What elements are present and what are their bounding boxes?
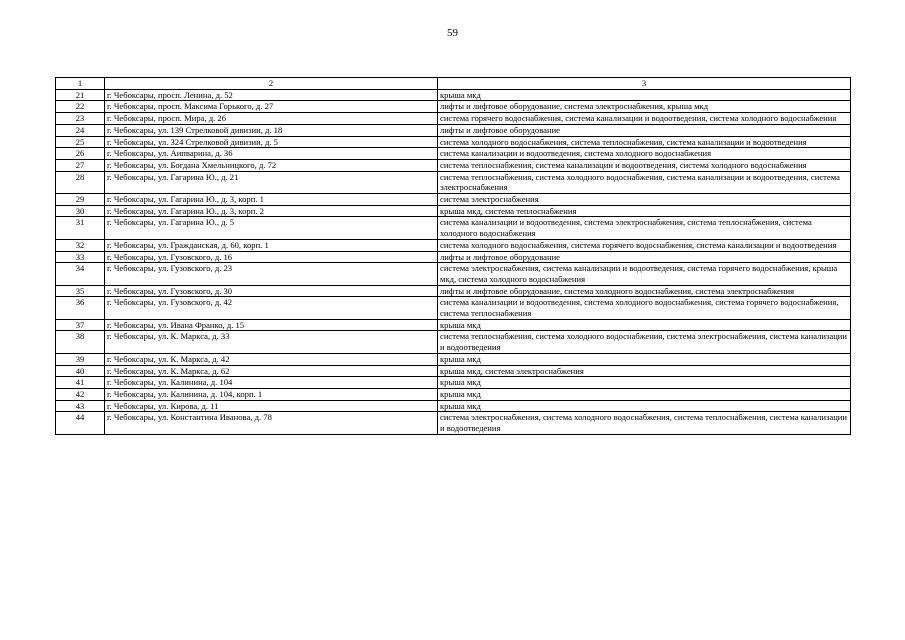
row-address: г. Чебоксары, ул. Калинина, д. 104 — [105, 377, 438, 389]
row-systems: система канализации и водоотведения, система электроснабжения, система теплоснабжения, система холодного водоснабжения — [438, 217, 851, 239]
table-row — [56, 285, 851, 297]
row-systems: крыша мкд — [438, 377, 851, 389]
row-systems: крыша мкд — [438, 400, 851, 412]
row-number: 35 — [56, 285, 105, 297]
row-address: г. Чебоксары, ул. Гагарина Ю., д. 3, корп. 2 — [105, 205, 438, 217]
table-row — [56, 251, 851, 263]
table-row — [56, 124, 851, 136]
table-row — [56, 171, 851, 193]
table-row — [56, 319, 851, 331]
row-number: 32 — [56, 239, 105, 251]
row-address: г. Чебоксары, ул. Гагарина Ю., д. 5 — [105, 217, 438, 239]
row-number: 22 — [56, 101, 105, 113]
row-number: 37 — [56, 319, 105, 331]
table-row — [56, 353, 851, 365]
row-systems: крыша мкд — [438, 319, 851, 331]
row-systems: крыша мкд, система электроснабжения — [438, 365, 851, 377]
row-systems: система горячего водоснабжения, система канализации и водоотведения, система холодного водоснабжения — [438, 113, 851, 125]
page-number: 59 — [447, 27, 458, 39]
table-row — [56, 194, 851, 206]
row-number: 40 — [56, 365, 105, 377]
row-number: 42 — [56, 388, 105, 400]
table-row — [56, 239, 851, 251]
row-systems: система холодного водоснабжения, система горячего водоснабжения, система канализации и водоотведения — [438, 239, 851, 251]
table-row — [56, 101, 851, 113]
row-address: г. Чебоксары, ул. 139 Стрелковой дивизии, д. 18 — [105, 124, 438, 136]
row-systems: система холодного водоснабжения, система теплоснабжения, система канализации и водоотведения — [438, 136, 851, 148]
table-row — [56, 331, 851, 353]
row-systems: система канализации и водоотведения, система холодного водоснабжения — [438, 148, 851, 160]
row-systems: крыша мкд — [438, 388, 851, 400]
row-address: г. Чебоксары, ул. К. Маркса, д. 62 — [105, 365, 438, 377]
row-systems: крыша мкд — [438, 353, 851, 365]
row-number: 28 — [56, 171, 105, 193]
row-address: г. Чебоксары, ул. Гагарина Ю., д. 21 — [105, 171, 438, 193]
row-number: 43 — [56, 400, 105, 412]
row-systems: система электроснабжения, система канализации и водоотведения, система горячего водоснабжения, крыша мкд, система холодного водоснабжения — [438, 263, 851, 285]
row-systems: лифты и лифтовое оборудование, система холодного водоснабжения, система электроснабжения — [438, 285, 851, 297]
table-row — [56, 148, 851, 160]
row-number: 27 — [56, 159, 105, 171]
table-row — [56, 365, 851, 377]
row-address: г. Чебоксары, ул. Константина Иванова, д. 78 — [105, 412, 438, 434]
row-address: г. Чебоксары, просп. Мира, д. 26 — [105, 113, 438, 125]
table-row — [56, 400, 851, 412]
row-number: 29 — [56, 194, 105, 206]
row-address: г. Чебоксары, ул. Ивана Франко, д. 15 — [105, 319, 438, 331]
row-address: г. Чебоксары, ул. Богдана Хмельницкого, д. 72 — [105, 159, 438, 171]
table-row — [56, 113, 851, 125]
row-number: 39 — [56, 353, 105, 365]
header-cell-1: 1 — [56, 78, 105, 90]
table-row — [56, 388, 851, 400]
table-row — [56, 412, 851, 434]
row-systems: система канализации и водоотведения, система холодного водоснабжения, система горячего водоснабжения, система теплоснабжения — [438, 297, 851, 319]
row-address: г. Чебоксары, ул. Гузовского, д. 16 — [105, 251, 438, 263]
row-number: 24 — [56, 124, 105, 136]
row-number: 21 — [56, 89, 105, 101]
row-address: г. Чебоксары, ул. Гузовского, д. 23 — [105, 263, 438, 285]
row-number: 23 — [56, 113, 105, 125]
row-systems: система электроснабжения, система холодного водоснабжения, система теплоснабжения, система канализации и водоотведения — [438, 412, 851, 434]
row-address: г. Чебоксары, ул. Гражданская, д. 60, корп. 1 — [105, 239, 438, 251]
row-number: 36 — [56, 297, 105, 319]
row-number: 41 — [56, 377, 105, 389]
table-row — [56, 159, 851, 171]
row-systems: система теплоснабжения, система холодного водоснабжения, система канализации и водоотведения, система электроснабжения — [438, 171, 851, 193]
row-address: г. Чебоксары, ул. Калинина, д. 104, корп. 1 — [105, 388, 438, 400]
row-number: 44 — [56, 412, 105, 434]
table-header-row — [56, 78, 851, 90]
header-cell-3: 3 — [438, 78, 851, 90]
table-row — [56, 136, 851, 148]
row-systems: система электроснабжения — [438, 194, 851, 206]
row-systems: крыша мкд — [438, 89, 851, 101]
row-address: г. Чебоксары, ул. 324 Стрелковой дивизии, д. 5 — [105, 136, 438, 148]
table-row — [56, 377, 851, 389]
row-number: 30 — [56, 205, 105, 217]
table-row — [56, 297, 851, 319]
row-address: г. Чебоксары, ул. Кирова, д. 11 — [105, 400, 438, 412]
row-address: г. Чебоксары, просп. Максима Горького, д. 27 — [105, 101, 438, 113]
row-address: г. Чебоксары, ул. Гагарина Ю., д. 3, корп. 1 — [105, 194, 438, 206]
row-systems: крыша мкд, система теплоснабжения — [438, 205, 851, 217]
table-row — [56, 217, 851, 239]
row-address: г. Чебоксары, ул. К. Маркса, д. 33 — [105, 331, 438, 353]
row-systems: система теплоснабжения, система холодного водоснабжения, система электроснабжения, система канализации и водоотведения — [438, 331, 851, 353]
table-row — [56, 205, 851, 217]
row-address: г. Чебоксары, просп. Ленина, д. 52 — [105, 89, 438, 101]
row-number: 25 — [56, 136, 105, 148]
row-systems: лифты и лифтовое оборудование, система электроснабжения, крыша мкд — [438, 101, 851, 113]
row-address: г. Чебоксары, ул. Гузовского, д. 42 — [105, 297, 438, 319]
row-number: 38 — [56, 331, 105, 353]
houses-table — [55, 77, 851, 435]
row-number: 31 — [56, 217, 105, 239]
row-number: 26 — [56, 148, 105, 160]
row-systems: система теплоснабжения, система канализации и водоотведения, система холодного водоснабжения — [438, 159, 851, 171]
row-address: г. Чебоксары, ул. К. Маркса, д. 42 — [105, 353, 438, 365]
row-number: 33 — [56, 251, 105, 263]
table-row — [56, 89, 851, 101]
header-cell-2: 2 — [105, 78, 438, 90]
table-row — [56, 263, 851, 285]
row-address: г. Чебоксары, ул. Гузовского, д. 30 — [105, 285, 438, 297]
row-number: 34 — [56, 263, 105, 285]
row-address: г. Чебоксары, ул. Аипварина, д. 36 — [105, 148, 438, 160]
row-systems: лифты и лифтовое оборудование — [438, 124, 851, 136]
row-systems: лифты и лифтовое оборудование — [438, 251, 851, 263]
